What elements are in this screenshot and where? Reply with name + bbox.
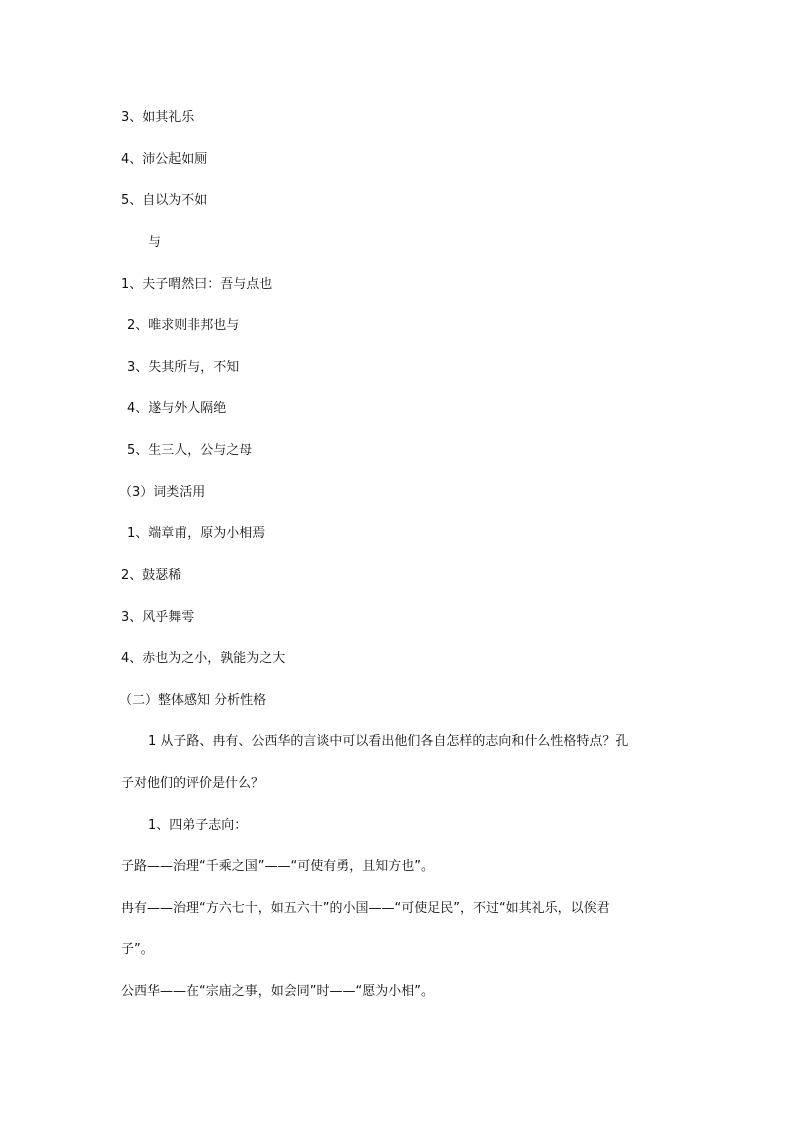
text-line: 2、鼓瑟稀 [121,568,182,583]
text-line: 3、如其礼乐 [121,110,195,125]
text-line: 1、四弟子志向： [148,818,248,833]
text-line: 与 [148,235,162,250]
text-line: 4、赤也为之小，孰能为之大 [121,651,286,666]
text-line: 3、失其所与，不知 [127,360,240,375]
text-line: 4、遂与外人隔绝 [127,401,227,416]
section-heading: （3）词类活用 [119,485,206,500]
text-line: 子”。 [121,942,154,957]
text-line: 5、自以为不如 [121,193,208,208]
question-text: 子对他们的评价是什么？ [121,776,265,791]
text-line: 3、风乎舞雩 [121,610,195,625]
text-line: 5、生三人，公与之母 [127,443,253,458]
text-line: 4、沛公起如厕 [121,152,208,167]
text-line: 冉有——治理“方六七十，如五六十”的小国——“可使足民”，不过“如其礼乐，以俟君 [121,901,610,916]
text-line: 子路——治理“千乘之国”——“可使有勇，且知方也”。 [121,859,434,874]
question-text: 1 从子路、冉有、公西华的言谈中可以看出他们各自怎样的志向和什么性格特点？孔 [148,734,629,749]
text-line: 2、唯求则非邦也与 [127,318,240,333]
text-line: 1、端章甫，原为小相焉 [127,526,266,541]
text-line: 1、夫子喟然曰：吾与点也 [121,277,273,292]
text-line: 公西华——在“宗庙之事，如会同”时——“愿为小相”。 [121,984,434,999]
section-heading: （二）整体感知 分析性格 [119,693,267,708]
